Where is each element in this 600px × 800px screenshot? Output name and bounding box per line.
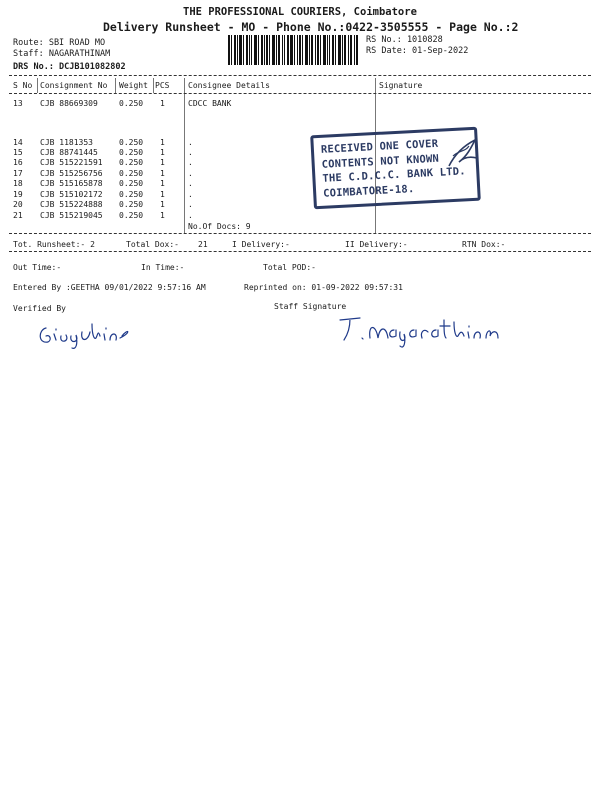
divider bbox=[9, 75, 591, 76]
row-weight: 0.250 bbox=[119, 211, 144, 220]
row-consignment: CJB 515221591 bbox=[40, 158, 103, 167]
row-weight: 0.250 bbox=[119, 148, 144, 157]
table-row bbox=[0, 190, 600, 200]
row-details: . bbox=[188, 179, 193, 188]
stamp-line: RECEIVED ONE COVER bbox=[320, 137, 439, 156]
row-weight: 0.250 bbox=[119, 99, 144, 108]
ii-delivery: II Delivery:- bbox=[345, 240, 408, 249]
row-pcs: 1 bbox=[160, 158, 165, 167]
stamp-line: COIMBATORE-18. bbox=[322, 182, 415, 200]
table-row bbox=[0, 179, 600, 189]
row-pcs: 1 bbox=[160, 99, 165, 108]
stamp-line: THE C.D.C.C. BANK LTD. bbox=[322, 165, 467, 185]
barcode bbox=[228, 35, 358, 65]
row-sno: 16 bbox=[13, 158, 23, 167]
row-consignment: CJB 515102172 bbox=[40, 190, 103, 199]
row-pcs: 1 bbox=[160, 211, 165, 220]
row-weight: 0.250 bbox=[119, 138, 144, 147]
stamp-scribble-icon bbox=[445, 136, 481, 172]
row-sno: 17 bbox=[13, 169, 23, 178]
row-weight: 0.250 bbox=[119, 190, 144, 199]
col-consignee-details: Consignee Details bbox=[188, 81, 270, 90]
row-sno: 21 bbox=[13, 211, 23, 220]
company-title: THE PROFESSIONAL COURIERS, Coimbatore bbox=[183, 6, 417, 18]
table-row bbox=[0, 169, 600, 179]
row-consignment: CJB 88669309 bbox=[40, 99, 98, 108]
row-details: . bbox=[188, 190, 193, 199]
in-time: In Time:- bbox=[141, 263, 185, 272]
row-details: . bbox=[188, 211, 193, 220]
col-weight: Weight bbox=[119, 81, 148, 90]
verified-by-label: Verified By bbox=[13, 304, 66, 313]
table-row bbox=[0, 148, 600, 158]
row-pcs: 1 bbox=[160, 169, 165, 178]
divider bbox=[9, 93, 591, 94]
row-details: . bbox=[188, 158, 193, 167]
divider bbox=[9, 233, 591, 234]
out-time: Out Time:- bbox=[13, 263, 62, 272]
row-consignment: CJB 515219045 bbox=[40, 211, 103, 220]
row-sno: 15 bbox=[13, 148, 23, 157]
table-row bbox=[0, 99, 600, 109]
row-details: . bbox=[188, 138, 193, 147]
row-pcs: 1 bbox=[160, 138, 165, 147]
row-consignment: CJB 515256756 bbox=[40, 169, 103, 178]
row-sno: 18 bbox=[13, 179, 23, 188]
reprinted-on: Reprinted on: 01-09-2022 09:57:31 bbox=[244, 283, 403, 292]
route-label: Route: SBI ROAD MO bbox=[13, 38, 106, 48]
row-consignment: CJB 515224888 bbox=[40, 200, 103, 209]
entered-by: Entered By :GEETHA 09/01/2022 9:57:16 AM bbox=[13, 283, 206, 292]
row-consignment: CJB 88741445 bbox=[40, 148, 98, 157]
drs-number: DRS No.: DCJB101082802 bbox=[13, 62, 126, 72]
verified-signature bbox=[34, 314, 134, 350]
total-dox-label: Total Dox:- bbox=[126, 240, 179, 249]
row-pcs: 1 bbox=[160, 190, 165, 199]
table-row bbox=[0, 158, 600, 168]
tot-runsheet: Tot. Runsheet:- 2 bbox=[13, 240, 95, 249]
staff-signature-label: Staff Signature bbox=[274, 302, 347, 311]
stamp-line: CONTENTS NOT KNOWN bbox=[321, 152, 440, 171]
rtn-dox: RTN Dox:- bbox=[462, 240, 506, 249]
col-pcs: PCS bbox=[155, 81, 170, 90]
column-divider bbox=[37, 78, 38, 93]
row-details: . bbox=[188, 148, 193, 157]
column-divider bbox=[153, 78, 154, 93]
row-pcs: 1 bbox=[160, 148, 165, 157]
table-row bbox=[0, 211, 600, 221]
row-details: . bbox=[188, 169, 193, 178]
row-weight: 0.250 bbox=[119, 200, 144, 209]
no-of-docs: No.Of Docs: 9 bbox=[188, 222, 251, 231]
i-delivery: I Delivery:- bbox=[232, 240, 290, 249]
row-details: . bbox=[188, 200, 193, 209]
row-weight: 0.250 bbox=[119, 179, 144, 188]
col-signature: Signature bbox=[379, 81, 423, 90]
table-row bbox=[0, 200, 600, 210]
row-details: CDCC BANK bbox=[188, 99, 232, 108]
column-divider bbox=[115, 78, 116, 93]
row-sno: 19 bbox=[13, 190, 23, 199]
staff-label: Staff: NAGARATHINAM bbox=[13, 49, 111, 59]
total-pod: Total POD:- bbox=[263, 263, 316, 272]
rs-number: RS No.: 1010828 bbox=[366, 35, 443, 45]
staff-signature bbox=[334, 312, 504, 348]
col-sno: S No bbox=[13, 81, 33, 90]
row-sno: 13 bbox=[13, 99, 23, 108]
rs-date: RS Date: 01-Sep-2022 bbox=[366, 46, 469, 56]
row-sno: 14 bbox=[13, 138, 23, 147]
row-weight: 0.250 bbox=[119, 169, 144, 178]
row-weight: 0.250 bbox=[119, 158, 144, 167]
row-consignment: CJB 515165878 bbox=[40, 179, 103, 188]
total-dox-value: 21 bbox=[198, 240, 208, 249]
divider bbox=[9, 251, 591, 252]
row-consignment: CJB 1181353 bbox=[40, 138, 93, 147]
runsheet-subtitle: Delivery Runsheet - MO - Phone No.:0422-3505555 - Page No.:2 bbox=[103, 20, 519, 34]
row-pcs: 1 bbox=[160, 179, 165, 188]
table-row bbox=[0, 138, 600, 148]
row-pcs: 1 bbox=[160, 200, 165, 209]
row-sno: 20 bbox=[13, 200, 23, 209]
col-consignment: Consignment No bbox=[40, 81, 108, 90]
